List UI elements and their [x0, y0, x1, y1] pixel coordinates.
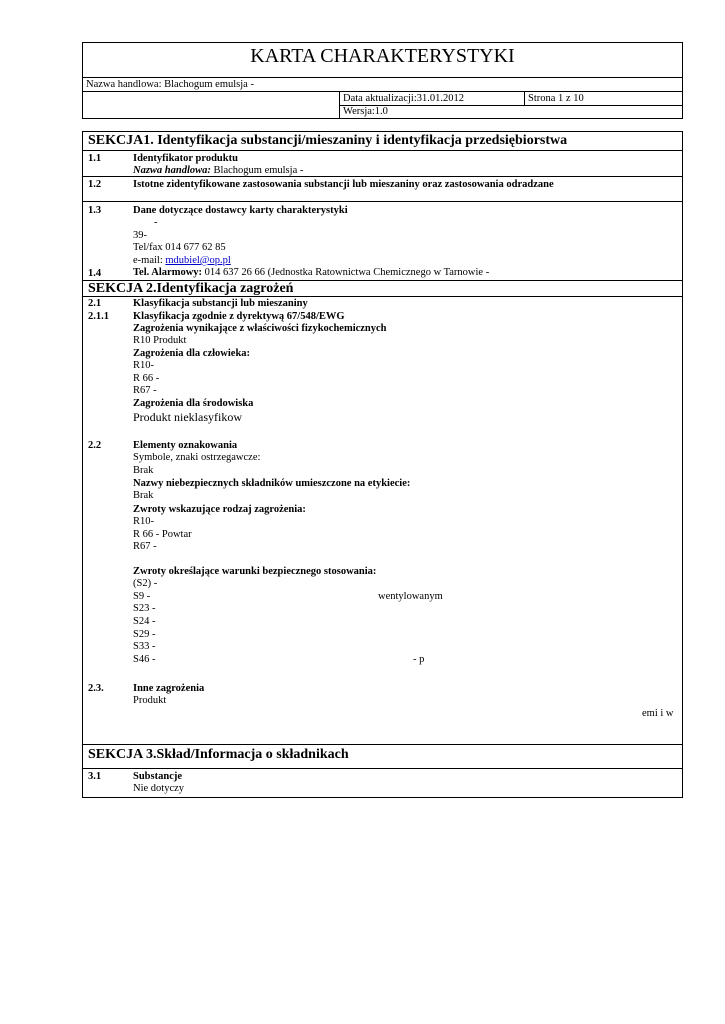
s211-head: Klasyfikacja zgodnie z dyrektywą 67/548/EWG: [133, 311, 345, 322]
s14-label: Tel. Alarmowy:: [133, 267, 203, 278]
s23-num: 2.3.: [88, 683, 104, 694]
page-number: Strona 1 z 10: [528, 93, 584, 104]
section2-title: SEKCJA 2.Identyfikacja zagrożeń: [88, 281, 294, 296]
safety-s29: S29 -: [133, 629, 156, 640]
s12-head: Istotne zidentyfikowane zastosowania substancji lub mieszaniny oraz zastosowania odradzane: [133, 179, 554, 190]
names-head: Nazwy niebezpiecznych składników umieszczone na etykiecie:: [133, 478, 411, 489]
s31-val: Nie dotyczy: [133, 783, 185, 794]
safety-head: Zwroty określające warunki bezpiecznego stosowania:: [133, 566, 377, 577]
s13-num: 1.3: [88, 205, 102, 216]
s23-head: Inne zagrożenia: [133, 683, 205, 694]
safety-s46: S46 -: [133, 654, 156, 665]
safety-s2: (S2) -: [133, 578, 158, 589]
safety-s24: S24 -: [133, 616, 156, 627]
s12-num: 1.2: [88, 179, 102, 190]
s21-num: 2.1: [88, 298, 102, 309]
section1-title: SEKCJA1. Identyfikacja substancji/mieszaniny i identyfikacja przedsiębiorstwa: [88, 133, 568, 148]
phys-val: R10 Produkt: [133, 335, 187, 346]
env-head: Zagrożenia dla środowiska: [133, 398, 254, 409]
section3-title: SEKCJA 3.Skład/Informacja o składnikach: [88, 747, 349, 762]
s13-postal: 39-: [133, 230, 147, 241]
safety-s9-tail: wentylowanym: [378, 591, 443, 602]
s11-num: 1.1: [88, 153, 102, 164]
safety-s9: S9 -: [133, 591, 151, 602]
document-title: KARTA CHARAKTERYSTYKI: [250, 45, 515, 67]
s23-tail: emi i w: [642, 708, 674, 719]
phys-head: Zagrożenia wynikające z właściwości fizykochemicznych: [133, 323, 387, 334]
s211-num: 2.1.1: [88, 311, 109, 322]
s13-head: Dane dotyczące dostawcy karty charakterystyki: [133, 205, 348, 216]
trade-name: Nazwa handlowa: Blachogum emulsja -: [86, 79, 254, 90]
safety-s33: S33 -: [133, 641, 156, 652]
s14-value: 014 637 26 66 (Jednostka Ratownictwa Chemicznego w Tarnowie -: [202, 267, 490, 278]
names-val: Brak: [133, 490, 154, 501]
version: Wersja:1.0: [343, 106, 388, 117]
human-r67: R67 -: [133, 385, 157, 396]
human-r66: R 66 -: [133, 373, 160, 384]
human-head: Zagrożenia dla człowieka:: [133, 348, 251, 359]
human-r10: R10-: [133, 360, 154, 371]
risk-r10: R10-: [133, 516, 154, 527]
s14-alarm: [133, 267, 489, 279]
s14-num: 1.4: [88, 268, 102, 279]
s13-email-label: e-mail:: [133, 255, 166, 266]
s13-tel: Tel/fax 014 677 62 85: [133, 242, 226, 253]
env-val: Produkt nieklasyfikow: [133, 410, 242, 424]
s11-trade-value: Blachogum emulsja -: [210, 165, 304, 176]
s11-head: Identyfikator produktu: [133, 153, 238, 164]
s31-num: 3.1: [88, 771, 102, 782]
risk-head: Zwroty wskazujące rodzaj zagrożenia:: [133, 504, 306, 515]
s23-val: Produkt: [133, 695, 167, 706]
symbols-val: Brak: [133, 465, 154, 476]
s21-head: Klasyfikacja substancji lub mieszaniny: [133, 298, 308, 309]
s22-head: Elementy oznakowania: [133, 440, 238, 451]
s13-dash: -: [154, 217, 158, 228]
s22-num: 2.2: [88, 440, 102, 451]
s13-email: [133, 255, 231, 267]
symbols-label: Symbole, znaki ostrzegawcze:: [133, 452, 261, 463]
email-link[interactable]: mdubiel@op.pl: [165, 255, 231, 266]
safety-s23: S23 -: [133, 603, 156, 614]
risk-r66: R 66 - Powtar: [133, 529, 192, 540]
update-date: Data aktualizacji:31.01.2012: [343, 93, 465, 104]
s11-trade-label: Nazwa handlowa:: [133, 165, 211, 176]
risk-r67: R67 -: [133, 541, 157, 552]
s31-head: Substancje: [133, 771, 183, 782]
safety-s46-tail: - p: [413, 654, 425, 665]
